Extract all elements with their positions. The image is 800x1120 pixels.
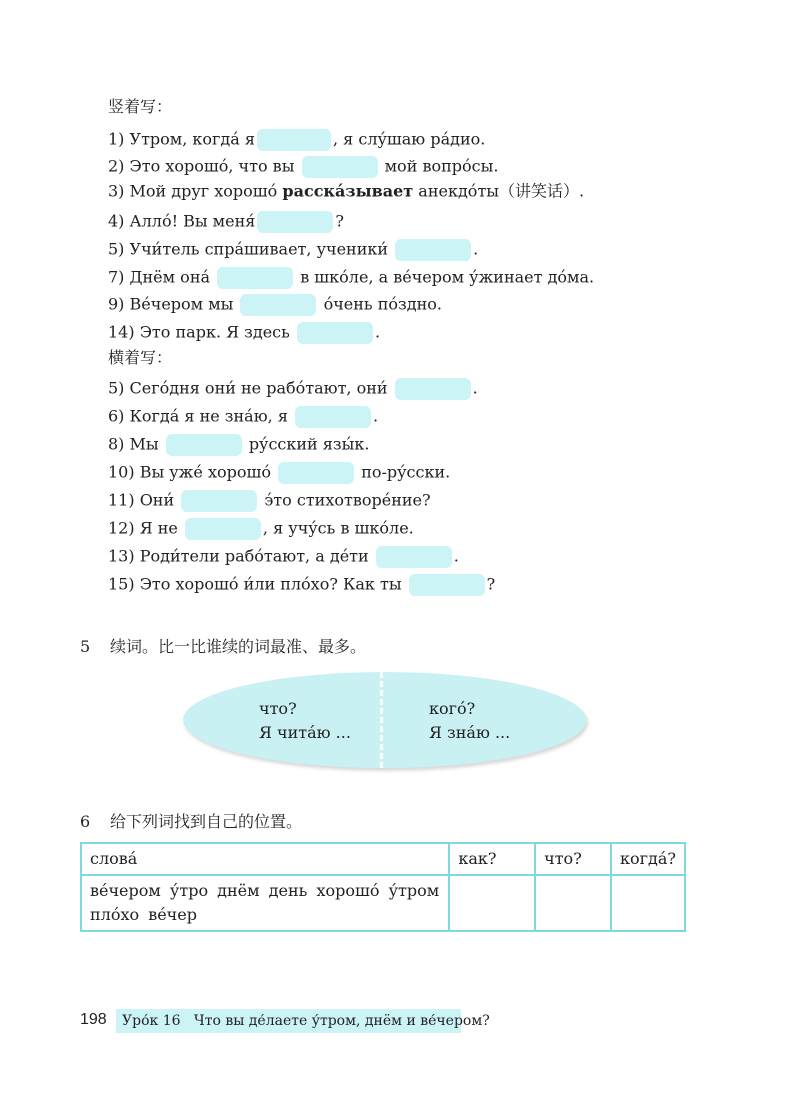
item-text: 2) Это хорошо́, что вы bbox=[108, 156, 295, 176]
vertical-item-3 bbox=[108, 180, 584, 203]
item-text: 5) Учи́тель спра́шивает, ученики́ bbox=[108, 239, 389, 259]
item-text: мой вопро́сы. bbox=[384, 156, 499, 176]
ellipse-left-phrase: Я чита́ю ... bbox=[259, 723, 351, 742]
answer-blank[interactable] bbox=[257, 129, 331, 151]
vertical-item-14 bbox=[108, 321, 380, 344]
lesson-label: Уро́к 16 bbox=[122, 1013, 181, 1029]
vertical-item-7 bbox=[108, 266, 594, 289]
answer-blank[interactable] bbox=[395, 239, 471, 261]
exercise-6-title: 给下列词找到自己的位置。 bbox=[110, 812, 303, 831]
vertical-item-5 bbox=[108, 238, 478, 261]
answer-blank[interactable] bbox=[185, 518, 261, 540]
exercise-5-title: 续词。比一比谁续的词最准、最多。 bbox=[110, 637, 367, 656]
item-text: по-ру́сски. bbox=[361, 462, 451, 482]
item-text: 1) Утром, когда́ я bbox=[108, 129, 255, 149]
table-header-row bbox=[81, 843, 685, 875]
kak-answer-cell[interactable] bbox=[449, 875, 535, 931]
item-text: ру́сский язы́к. bbox=[248, 434, 370, 454]
ellipse-right-question: кого́? bbox=[429, 699, 476, 718]
item-text: , я учу́сь в шко́ле. bbox=[262, 518, 414, 538]
item-text: . bbox=[373, 406, 379, 426]
item-text: 15) Это хорошо́ и́ли пло́хо? Как ты bbox=[108, 574, 402, 594]
item-text: 13) Роди́тели рабо́тают, а де́ти bbox=[108, 546, 369, 566]
item-text: о́чень по́здно. bbox=[323, 294, 442, 314]
item-text: 10) Вы уже́ хорошо́ bbox=[108, 462, 271, 482]
vertical-item-4 bbox=[108, 210, 344, 233]
header-chto: что? bbox=[535, 843, 611, 875]
item-text: э́то стихотворе́ние? bbox=[264, 490, 431, 510]
word-list-cell bbox=[81, 875, 449, 931]
horizontal-item-12 bbox=[108, 517, 414, 540]
answer-blank[interactable] bbox=[297, 322, 373, 344]
item-text: анекдо́ты（讲笑话）. bbox=[418, 181, 585, 201]
answer-blank[interactable] bbox=[409, 574, 485, 596]
horizontal-item-5 bbox=[108, 377, 478, 400]
item-text: 11) Они́ bbox=[108, 490, 175, 510]
answer-blank[interactable] bbox=[181, 490, 257, 512]
item-text: 3) Мой друг хорошо́ bbox=[108, 181, 278, 201]
header-kak: как? bbox=[449, 843, 535, 875]
item-text: в шко́ле, а ве́чером у́жинает до́ма. bbox=[300, 267, 595, 287]
item-text: 4) Алло́! Вы меня́ bbox=[108, 211, 256, 231]
horizontal-item-8 bbox=[108, 433, 369, 456]
item-text: ? bbox=[486, 574, 496, 594]
bold-verb: расска́зывает bbox=[282, 181, 414, 201]
kogda-answer-cell[interactable] bbox=[611, 875, 685, 931]
answer-blank[interactable] bbox=[257, 211, 333, 233]
item-text: 9) Ве́чером мы bbox=[108, 294, 234, 314]
answer-blank[interactable] bbox=[166, 434, 242, 456]
ellipse-divider bbox=[380, 672, 383, 768]
header-kogda: когда́? bbox=[611, 843, 685, 875]
vertical-item-1 bbox=[108, 128, 485, 151]
horizontal-item-6 bbox=[108, 405, 378, 428]
horizontal-item-11 bbox=[108, 489, 431, 512]
item-text: ? bbox=[335, 211, 344, 231]
vertical-item-9 bbox=[108, 293, 442, 316]
item-text: 12) Я не bbox=[108, 518, 178, 538]
horizontal-item-10 bbox=[108, 461, 450, 484]
answer-blank[interactable] bbox=[302, 156, 378, 178]
item-text: 5) Сего́дня они́ не рабо́тают, они́ bbox=[108, 378, 388, 398]
answer-blank[interactable] bbox=[376, 546, 452, 568]
item-text: 7) Днём она́ bbox=[108, 267, 211, 287]
answer-blank[interactable] bbox=[395, 378, 471, 400]
item-text: , я слу́шаю ра́дио. bbox=[333, 129, 486, 149]
word-ellipse bbox=[183, 672, 586, 768]
ellipse-left-question: что? bbox=[259, 699, 297, 718]
answer-blank[interactable] bbox=[217, 267, 293, 289]
vertical-item-2 bbox=[108, 155, 498, 178]
item-text: . bbox=[472, 378, 478, 398]
chto-answer-cell[interactable] bbox=[535, 875, 611, 931]
item-text: . bbox=[374, 322, 381, 342]
item-text: 14) Это парк. Я здесь bbox=[108, 322, 290, 342]
word-sort-table bbox=[80, 842, 686, 932]
answer-blank[interactable] bbox=[240, 294, 316, 316]
lesson-title: Что вы де́лаете у́тром, днём и ве́чером? bbox=[193, 1013, 490, 1029]
header-words: слова́ bbox=[81, 843, 449, 875]
horizontal-heading: 横着写： bbox=[108, 348, 173, 367]
word-list-line: ве́чером у́тро днём день хорошо́ у́тром bbox=[90, 881, 440, 900]
ellipse-right-phrase: Я зна́ю ... bbox=[429, 723, 511, 742]
horizontal-item-13 bbox=[108, 545, 459, 568]
vertical-heading: 竖着写： bbox=[108, 97, 173, 116]
answer-blank[interactable] bbox=[295, 406, 371, 428]
item-text: . bbox=[453, 546, 459, 566]
item-text: . bbox=[473, 239, 479, 259]
exercise-5-number: 5 bbox=[80, 637, 91, 656]
item-text: 8) Мы bbox=[108, 434, 159, 454]
lesson-footer bbox=[116, 1009, 490, 1033]
horizontal-item-15 bbox=[108, 573, 495, 596]
answer-blank[interactable] bbox=[278, 462, 354, 484]
word-list-line: пло́хо ве́чер bbox=[90, 905, 197, 924]
exercise-6-number: 6 bbox=[80, 812, 91, 831]
item-text: 6) Когда́ я не зна́ю, я bbox=[108, 406, 288, 426]
table-row bbox=[81, 875, 685, 931]
page-number: 198 bbox=[80, 1011, 107, 1028]
